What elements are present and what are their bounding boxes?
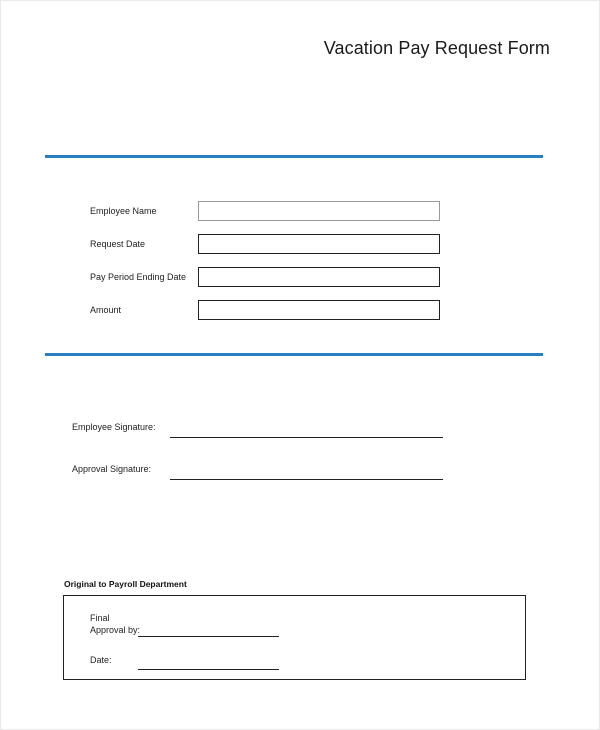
approval-by-line[interactable]: [138, 636, 279, 637]
final-label: Final: [90, 613, 110, 623]
approval-by-label: Approval by:: [90, 625, 141, 635]
pay-period-ending-date-input[interactable]: [198, 267, 440, 287]
pay-period-ending-date-label: Pay Period Ending Date: [90, 272, 187, 282]
bottom-divider: [45, 353, 543, 356]
employee-name-input[interactable]: [198, 201, 440, 221]
payroll-box: [63, 595, 526, 680]
approval-signature-label: Approval Signature:: [72, 464, 152, 474]
request-date-input[interactable]: [198, 234, 440, 254]
employee-signature-label: Employee Signature:: [72, 422, 156, 432]
payroll-heading: Original to Payroll Department: [64, 579, 187, 589]
page-title: Vacation Pay Request Form: [323, 38, 550, 58]
approval-signature-line[interactable]: [170, 479, 443, 480]
employee-name-label: Employee Name: [90, 206, 157, 216]
top-divider: [45, 155, 543, 158]
date-line[interactable]: [138, 669, 279, 670]
amount-input[interactable]: [198, 300, 440, 320]
request-date-label: Request Date: [90, 239, 146, 249]
employee-signature-line[interactable]: [170, 437, 443, 438]
amount-label: Amount: [90, 305, 122, 315]
date-label: Date:: [90, 655, 112, 665]
